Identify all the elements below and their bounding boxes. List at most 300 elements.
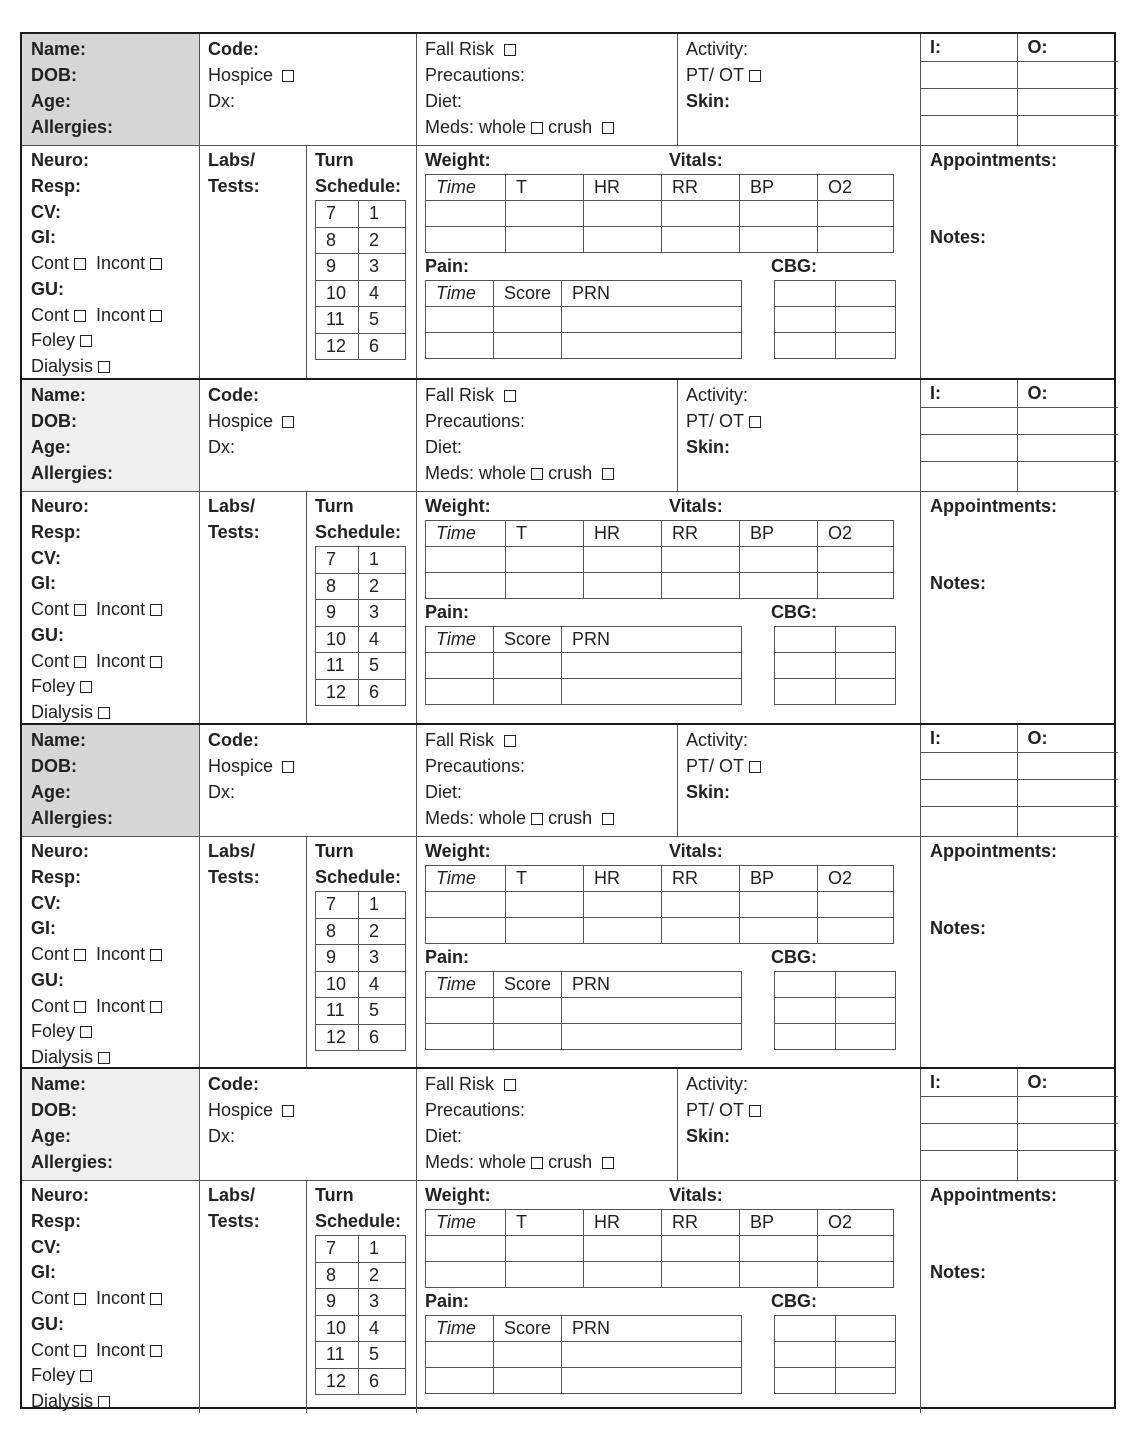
vitals-header-2: HR <box>584 1210 662 1236</box>
tests-label: Tests: <box>208 867 260 887</box>
dialysis-checkbox[interactable] <box>98 707 110 719</box>
turn-position-cell: 5 <box>359 1342 406 1369</box>
output-cell[interactable] <box>1017 434 1118 461</box>
neuro-label: Neuro: <box>31 1185 89 1205</box>
appointments-label: Appointments: <box>930 841 1057 861</box>
fall-risk-checkbox[interactable] <box>504 44 516 56</box>
vitals-cell[interactable] <box>818 892 894 918</box>
vitals-cell[interactable] <box>506 573 584 599</box>
output-cell[interactable] <box>1017 779 1118 806</box>
turn-schedule-table <box>315 1235 406 1395</box>
pain-cell[interactable] <box>426 679 494 705</box>
gu-cont-label: Cont <box>31 996 70 1016</box>
output-cell[interactable] <box>1017 1150 1118 1180</box>
gi-cont-checkbox[interactable] <box>74 604 86 616</box>
meds-whole-label: Meds: whole <box>425 463 527 483</box>
vitals-cell[interactable] <box>584 918 662 944</box>
gi-incont-checkbox[interactable] <box>150 604 162 616</box>
turn-position-cell: 2 <box>359 573 406 600</box>
pain-label: Pain: <box>425 947 470 967</box>
crush-checkbox[interactable] <box>602 1157 614 1169</box>
vitals-cell[interactable] <box>662 918 740 944</box>
output-cell[interactable] <box>1017 88 1118 115</box>
crush-label: crush <box>548 1152 593 1172</box>
vitals-cell[interactable] <box>426 918 506 944</box>
turn-time-cell: 7 <box>316 547 359 574</box>
code-label: Code: <box>208 385 259 405</box>
vitals-cell[interactable] <box>662 1236 740 1262</box>
labs-label: Labs/ <box>208 841 256 861</box>
crush-checkbox[interactable] <box>602 468 614 480</box>
vitals-header-4: BP <box>740 866 818 892</box>
vitals-cell[interactable] <box>662 201 740 227</box>
intake-cell[interactable] <box>920 434 1017 461</box>
resp-label: Resp: <box>31 867 82 887</box>
neuro-label: Neuro: <box>31 841 89 861</box>
diet-label: Diet: <box>425 437 463 457</box>
turn-label: Turn <box>315 841 354 861</box>
patient-section <box>22 378 1114 722</box>
cbg-table <box>774 971 896 1050</box>
intake-cell[interactable] <box>920 779 1017 806</box>
pain-cell[interactable] <box>562 333 742 359</box>
pain-header-2: PRN <box>562 1316 742 1342</box>
pain-cell[interactable] <box>494 679 562 705</box>
name-label: Name: <box>31 1074 87 1094</box>
pain-cell[interactable] <box>562 998 742 1024</box>
cbg-cell[interactable] <box>836 972 896 998</box>
patient-section <box>22 34 1114 378</box>
cbg-cell[interactable] <box>775 998 836 1024</box>
dx-label: Dx: <box>208 782 235 802</box>
gi-cont-label: Cont <box>31 599 70 619</box>
meds-whole-checkbox[interactable] <box>531 122 543 134</box>
turn-position-cell: 6 <box>359 1024 406 1051</box>
turn-position-cell: 2 <box>359 227 406 254</box>
output-cell[interactable] <box>1017 61 1118 88</box>
gu-incont-checkbox[interactable] <box>150 1345 162 1357</box>
dialysis-checkbox[interactable] <box>98 1396 110 1408</box>
intake-cell[interactable] <box>920 61 1017 88</box>
vitals-cell[interactable] <box>662 227 740 253</box>
vitals-cell[interactable] <box>740 1262 818 1288</box>
pain-cell[interactable] <box>562 1024 742 1050</box>
activity-label: Activity: <box>686 1074 749 1094</box>
pt-ot-checkbox[interactable] <box>749 416 761 428</box>
pain-label: Pain: <box>425 1291 470 1311</box>
vitals-table <box>425 865 894 944</box>
hospice-label: Hospice <box>208 411 274 431</box>
dob-label: DOB: <box>31 756 77 776</box>
cbg-cell[interactable] <box>775 1368 836 1394</box>
pain-cell[interactable] <box>426 1024 494 1050</box>
cbg-cell[interactable] <box>775 679 836 705</box>
intake-cell[interactable] <box>920 461 1017 491</box>
vitals-cell[interactable] <box>740 547 818 573</box>
vitals-header-0: Time <box>426 521 506 547</box>
age-label: Age: <box>31 437 71 457</box>
pain-cell[interactable] <box>494 307 562 333</box>
vitals-cell[interactable] <box>506 1262 584 1288</box>
pt-ot-label: PT/ OT <box>686 65 744 85</box>
meds-whole-checkbox[interactable] <box>531 468 543 480</box>
hospice-checkbox[interactable] <box>282 416 294 428</box>
vitals-cell[interactable] <box>818 201 894 227</box>
gi-incont-label: Incont <box>96 944 146 964</box>
vitals-cell[interactable] <box>426 547 506 573</box>
pain-cell[interactable] <box>562 307 742 333</box>
cbg-cell[interactable] <box>775 653 836 679</box>
vitals-cell[interactable] <box>506 547 584 573</box>
vitals-cell[interactable] <box>662 1262 740 1288</box>
name-label: Name: <box>31 385 87 405</box>
gi-incont-label: Incont <box>96 1288 146 1308</box>
output-cell[interactable] <box>1017 115 1118 145</box>
vitals-cell[interactable] <box>506 918 584 944</box>
schedule-label: Schedule: <box>315 176 402 196</box>
cbg-cell[interactable] <box>836 1342 896 1368</box>
pt-ot-label: PT/ OT <box>686 411 744 431</box>
vitals-label: Vitals: <box>669 150 723 170</box>
intake-cell[interactable] <box>920 806 1017 836</box>
vitals-cell[interactable] <box>584 1262 662 1288</box>
output-cell[interactable] <box>1017 806 1118 836</box>
intake-cell[interactable] <box>920 1150 1017 1180</box>
cbg-label: CBG: <box>771 1291 817 1311</box>
vitals-cell[interactable] <box>426 892 506 918</box>
vitals-header-0: Time <box>426 175 506 201</box>
allergies-label: Allergies: <box>31 808 114 828</box>
cbg-cell[interactable] <box>836 653 896 679</box>
turn-time-cell: 8 <box>316 918 359 945</box>
pain-table <box>425 280 742 359</box>
cbg-cell[interactable] <box>775 333 836 359</box>
pt-ot-checkbox[interactable] <box>749 761 761 773</box>
turn-position-cell: 4 <box>359 971 406 998</box>
gu-cont-checkbox[interactable] <box>74 310 86 322</box>
pain-cell[interactable] <box>426 998 494 1024</box>
pain-cell[interactable] <box>494 998 562 1024</box>
vitals-cell[interactable] <box>662 892 740 918</box>
output-cell[interactable] <box>1017 1123 1118 1150</box>
output-label: O: <box>1027 383 1048 404</box>
gi-cont-checkbox[interactable] <box>74 949 86 961</box>
vitals-cell[interactable] <box>506 227 584 253</box>
cbg-cell[interactable] <box>775 307 836 333</box>
cv-label: CV: <box>31 202 62 222</box>
turn-schedule-table <box>315 200 406 360</box>
vitals-header-5: O2 <box>818 866 894 892</box>
vitals-cell[interactable] <box>818 1236 894 1262</box>
vitals-cell[interactable] <box>662 547 740 573</box>
weight-label: Weight: <box>425 496 491 516</box>
vitals-label: Vitals: <box>669 841 723 861</box>
turn-time-cell: 10 <box>316 280 359 307</box>
crush-checkbox[interactable] <box>602 813 614 825</box>
vitals-cell[interactable] <box>426 1262 506 1288</box>
pain-header-2: PRN <box>562 281 742 307</box>
labs-label: Labs/ <box>208 1185 256 1205</box>
turn-position-cell: 1 <box>359 892 406 919</box>
hospice-checkbox[interactable] <box>282 70 294 82</box>
intake-cell[interactable] <box>920 1123 1017 1150</box>
cbg-cell[interactable] <box>836 333 896 359</box>
cv-label: CV: <box>31 1237 62 1257</box>
turn-position-cell: 4 <box>359 280 406 307</box>
cbg-cell[interactable] <box>836 998 896 1024</box>
dialysis-checkbox[interactable] <box>98 361 110 373</box>
vitals-cell[interactable] <box>740 227 818 253</box>
cbg-cell[interactable] <box>836 1024 896 1050</box>
vitals-cell[interactable] <box>740 573 818 599</box>
appointments-label: Appointments: <box>930 150 1057 170</box>
pain-header-0: Time <box>426 972 494 998</box>
turn-position-cell: 5 <box>359 653 406 680</box>
output-cell[interactable] <box>1017 1096 1118 1123</box>
vitals-cell[interactable] <box>740 201 818 227</box>
pt-ot-checkbox[interactable] <box>749 1105 761 1117</box>
pain-cell[interactable] <box>426 1342 494 1368</box>
turn-time-cell: 10 <box>316 1315 359 1342</box>
patient-section <box>22 723 1114 1067</box>
gu-incont-checkbox[interactable] <box>150 1001 162 1013</box>
pain-header-1: Score <box>494 1316 562 1342</box>
pain-cell[interactable] <box>562 653 742 679</box>
foley-checkbox[interactable] <box>80 335 92 347</box>
turn-position-cell: 6 <box>359 1368 406 1395</box>
turn-position-cell: 6 <box>359 679 406 706</box>
cbg-label: CBG: <box>771 602 817 622</box>
intake-cell[interactable] <box>920 752 1017 779</box>
pain-cell[interactable] <box>426 307 494 333</box>
vitals-cell[interactable] <box>584 573 662 599</box>
vitals-cell[interactable] <box>506 892 584 918</box>
output-cell[interactable] <box>1017 752 1118 779</box>
vitals-cell[interactable] <box>584 892 662 918</box>
gi-cont-label: Cont <box>31 253 70 273</box>
gi-incont-label: Incont <box>96 253 146 273</box>
skin-label: Skin: <box>686 782 731 802</box>
pain-cell[interactable] <box>562 679 742 705</box>
vitals-cell[interactable] <box>740 892 818 918</box>
foley-checkbox[interactable] <box>80 1026 92 1038</box>
cbg-cell[interactable] <box>836 627 896 653</box>
pain-table <box>425 626 742 705</box>
report-sheet <box>20 32 1116 1409</box>
pain-cell[interactable] <box>494 1368 562 1394</box>
gi-incont-checkbox[interactable] <box>150 258 162 270</box>
gi-cont-checkbox[interactable] <box>74 1293 86 1305</box>
pain-table <box>425 971 742 1050</box>
turn-time-cell: 10 <box>316 626 359 653</box>
schedule-label: Schedule: <box>315 1211 402 1231</box>
notes-label: Notes: <box>930 227 987 247</box>
vitals-header-1: T <box>506 1210 584 1236</box>
gu-cont-checkbox[interactable] <box>74 656 86 668</box>
vitals-cell[interactable] <box>584 227 662 253</box>
cbg-cell[interactable] <box>836 1368 896 1394</box>
cv-label: CV: <box>31 548 62 568</box>
diet-label: Diet: <box>425 782 463 802</box>
gu-label: GU: <box>31 970 64 990</box>
code-label: Code: <box>208 39 259 59</box>
gi-incont-checkbox[interactable] <box>150 1293 162 1305</box>
fall-risk-checkbox[interactable] <box>504 390 516 402</box>
pain-cell[interactable] <box>494 333 562 359</box>
pain-cell[interactable] <box>562 1368 742 1394</box>
labs-label: Labs/ <box>208 150 256 170</box>
vitals-cell[interactable] <box>740 1236 818 1262</box>
vitals-cell[interactable] <box>426 573 506 599</box>
vitals-cell[interactable] <box>818 573 894 599</box>
intake-cell[interactable] <box>920 407 1017 434</box>
vitals-cell[interactable] <box>662 573 740 599</box>
vitals-cell[interactable] <box>426 1236 506 1262</box>
cbg-cell[interactable] <box>775 972 836 998</box>
dialysis-checkbox[interactable] <box>98 1052 110 1064</box>
vitals-cell[interactable] <box>426 201 506 227</box>
vitals-header-3: RR <box>662 521 740 547</box>
cbg-label: CBG: <box>771 256 817 276</box>
turn-time-cell: 12 <box>316 679 359 706</box>
skin-label: Skin: <box>686 437 731 457</box>
output-cell[interactable] <box>1017 407 1118 434</box>
pain-cell[interactable] <box>426 1368 494 1394</box>
cbg-cell[interactable] <box>775 627 836 653</box>
gu-incont-checkbox[interactable] <box>150 310 162 322</box>
vitals-cell[interactable] <box>506 201 584 227</box>
neuro-label: Neuro: <box>31 496 89 516</box>
cbg-cell[interactable] <box>836 679 896 705</box>
gi-label: GI: <box>31 1262 56 1282</box>
output-cell[interactable] <box>1017 461 1118 491</box>
output-label: O: <box>1027 728 1048 749</box>
turn-time-cell: 12 <box>316 1024 359 1051</box>
vitals-header-5: O2 <box>818 521 894 547</box>
turn-position-cell: 3 <box>359 945 406 972</box>
turn-position-cell: 1 <box>359 201 406 228</box>
meds-whole-label: Meds: whole <box>425 1152 527 1172</box>
intake-label: I: <box>930 383 941 404</box>
meds-whole-checkbox[interactable] <box>531 813 543 825</box>
weight-label: Weight: <box>425 841 491 861</box>
intake-label: I: <box>930 1072 941 1093</box>
intake-cell[interactable] <box>920 88 1017 115</box>
vitals-cell[interactable] <box>818 227 894 253</box>
pt-ot-checkbox[interactable] <box>749 70 761 82</box>
gi-cont-checkbox[interactable] <box>74 258 86 270</box>
fall-risk-checkbox[interactable] <box>504 735 516 747</box>
name-label: Name: <box>31 730 87 750</box>
crush-label: crush <box>548 463 593 483</box>
pain-cell[interactable] <box>494 653 562 679</box>
cbg-cell[interactable] <box>775 281 836 307</box>
foley-label: Foley <box>31 676 76 696</box>
vitals-cell[interactable] <box>426 227 506 253</box>
appointments-label: Appointments: <box>930 1185 1057 1205</box>
crush-checkbox[interactable] <box>602 122 614 134</box>
gu-cont-checkbox[interactable] <box>74 1345 86 1357</box>
gu-incont-label: Incont <box>96 651 146 671</box>
gu-cont-checkbox[interactable] <box>74 1001 86 1013</box>
gu-label: GU: <box>31 1314 64 1334</box>
cbg-table <box>774 1315 896 1394</box>
weight-label: Weight: <box>425 1185 491 1205</box>
cbg-table <box>774 280 896 359</box>
foley-checkbox[interactable] <box>80 681 92 693</box>
gu-incont-label: Incont <box>96 996 146 1016</box>
vitals-cell[interactable] <box>584 1236 662 1262</box>
vitals-header-1: T <box>506 521 584 547</box>
neuro-label: Neuro: <box>31 150 89 170</box>
dob-label: DOB: <box>31 411 77 431</box>
schedule-label: Schedule: <box>315 522 402 542</box>
vitals-cell[interactable] <box>818 547 894 573</box>
cbg-cell[interactable] <box>775 1024 836 1050</box>
turn-time-cell: 7 <box>316 1236 359 1263</box>
tests-label: Tests: <box>208 176 260 196</box>
gu-incont-checkbox[interactable] <box>150 656 162 668</box>
pain-cell[interactable] <box>426 333 494 359</box>
cbg-cell[interactable] <box>836 281 896 307</box>
meds-whole-checkbox[interactable] <box>531 1157 543 1169</box>
pain-cell[interactable] <box>494 1342 562 1368</box>
vitals-cell[interactable] <box>818 1262 894 1288</box>
gu-cont-label: Cont <box>31 1340 70 1360</box>
dx-label: Dx: <box>208 437 235 457</box>
vitals-cell[interactable] <box>506 1236 584 1262</box>
turn-label: Turn <box>315 496 354 516</box>
gi-label: GI: <box>31 573 56 593</box>
turn-position-cell: 6 <box>359 333 406 360</box>
pt-ot-label: PT/ OT <box>686 1100 744 1120</box>
vitals-cell[interactable] <box>818 918 894 944</box>
vitals-cell[interactable] <box>740 918 818 944</box>
pain-cell[interactable] <box>494 1024 562 1050</box>
cbg-cell[interactable] <box>836 1316 896 1342</box>
cbg-cell[interactable] <box>775 1316 836 1342</box>
fall-risk-checkbox[interactable] <box>504 1079 516 1091</box>
gi-cont-label: Cont <box>31 1288 70 1308</box>
hospice-label: Hospice <box>208 1100 274 1120</box>
meds-whole-label: Meds: whole <box>425 117 527 137</box>
vitals-header-2: HR <box>584 521 662 547</box>
gi-label: GI: <box>31 918 56 938</box>
gi-incont-label: Incont <box>96 599 146 619</box>
intake-cell[interactable] <box>920 115 1017 145</box>
activity-label: Activity: <box>686 385 749 405</box>
intake-output-table <box>920 34 1118 145</box>
turn-time-cell: 7 <box>316 892 359 919</box>
notes-label: Notes: <box>930 918 987 938</box>
vitals-cell[interactable] <box>584 201 662 227</box>
hospice-checkbox[interactable] <box>282 761 294 773</box>
vitals-cell[interactable] <box>584 547 662 573</box>
cbg-cell[interactable] <box>775 1342 836 1368</box>
gi-incont-checkbox[interactable] <box>150 949 162 961</box>
intake-cell[interactable] <box>920 1096 1017 1123</box>
foley-checkbox[interactable] <box>80 1370 92 1382</box>
cbg-cell[interactable] <box>836 307 896 333</box>
code-label: Code: <box>208 1074 259 1094</box>
precautions-label: Precautions: <box>425 1100 526 1120</box>
pain-cell[interactable] <box>562 1342 742 1368</box>
hospice-checkbox[interactable] <box>282 1105 294 1117</box>
foley-label: Foley <box>31 1365 76 1385</box>
age-label: Age: <box>31 91 71 111</box>
precautions-label: Precautions: <box>425 411 526 431</box>
pain-cell[interactable] <box>426 653 494 679</box>
